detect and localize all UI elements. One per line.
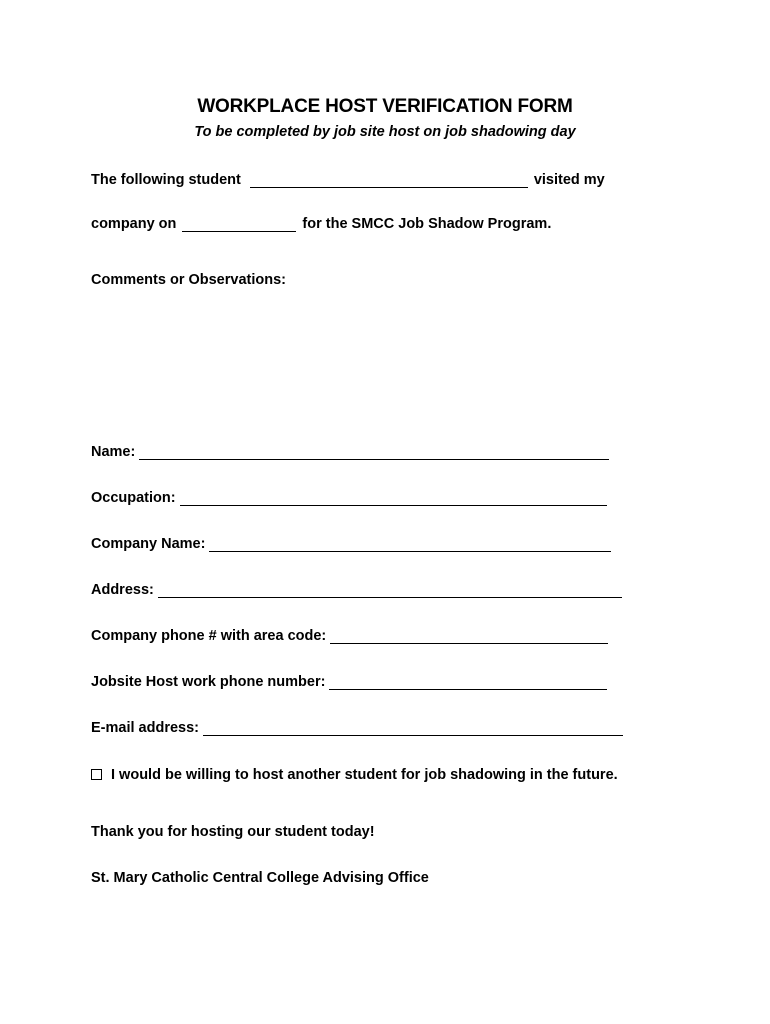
office-text: St. Mary Catholic Central College Advising Office	[91, 870, 429, 886]
company-phone-label: Company phone # with area code:	[91, 628, 327, 644]
comments-label	[91, 268, 286, 288]
host-phone-field[interactable]	[329, 673, 607, 690]
occupation-label: Occupation:	[91, 490, 176, 506]
host-phone-label: Jobsite Host work phone number:	[91, 674, 326, 690]
visit-date-suffix: for the SMCC Job Shadow Program.	[302, 216, 552, 232]
address-label: Address:	[91, 582, 154, 598]
student-line	[91, 168, 605, 188]
company-name-field[interactable]	[209, 535, 611, 552]
visit-date-prefix: company on	[91, 216, 177, 232]
host-again-label: I would be willing to host another student for job shadowing in the future.	[111, 767, 618, 783]
address-field[interactable]	[158, 581, 622, 598]
company-name-label: Company Name:	[91, 536, 206, 552]
thank-you-row	[91, 820, 375, 840]
email-label: E-mail address:	[91, 720, 199, 736]
student-name-field[interactable]	[250, 171, 528, 188]
student-line-suffix: visited my	[533, 172, 605, 188]
name-field[interactable]	[139, 443, 609, 460]
office-row	[91, 866, 429, 886]
visit-date-line	[91, 212, 551, 232]
host-again-row	[91, 763, 618, 783]
address-row	[91, 578, 622, 598]
host-phone-row	[91, 670, 607, 690]
form-subtitle: To be completed by job site host on job shadowing day	[194, 124, 576, 140]
thank-you-text: Thank you for hosting our student today!	[91, 824, 375, 840]
occupation-field[interactable]	[180, 489, 607, 506]
email-field[interactable]	[203, 719, 623, 736]
comments-label-text: Comments or Observations:	[91, 272, 286, 288]
email-row	[91, 716, 623, 736]
occupation-row	[91, 486, 607, 506]
host-again-checkbox[interactable]	[91, 769, 102, 780]
student-line-prefix: The following student	[91, 172, 241, 188]
company-phone-row	[91, 624, 608, 644]
name-label: Name:	[91, 444, 136, 460]
name-row	[91, 440, 609, 460]
company-phone-field[interactable]	[330, 627, 608, 644]
visit-date-field[interactable]	[182, 215, 296, 232]
form-title: WORKPLACE HOST VERIFICATION FORM	[197, 96, 573, 117]
company-name-row	[91, 532, 611, 552]
